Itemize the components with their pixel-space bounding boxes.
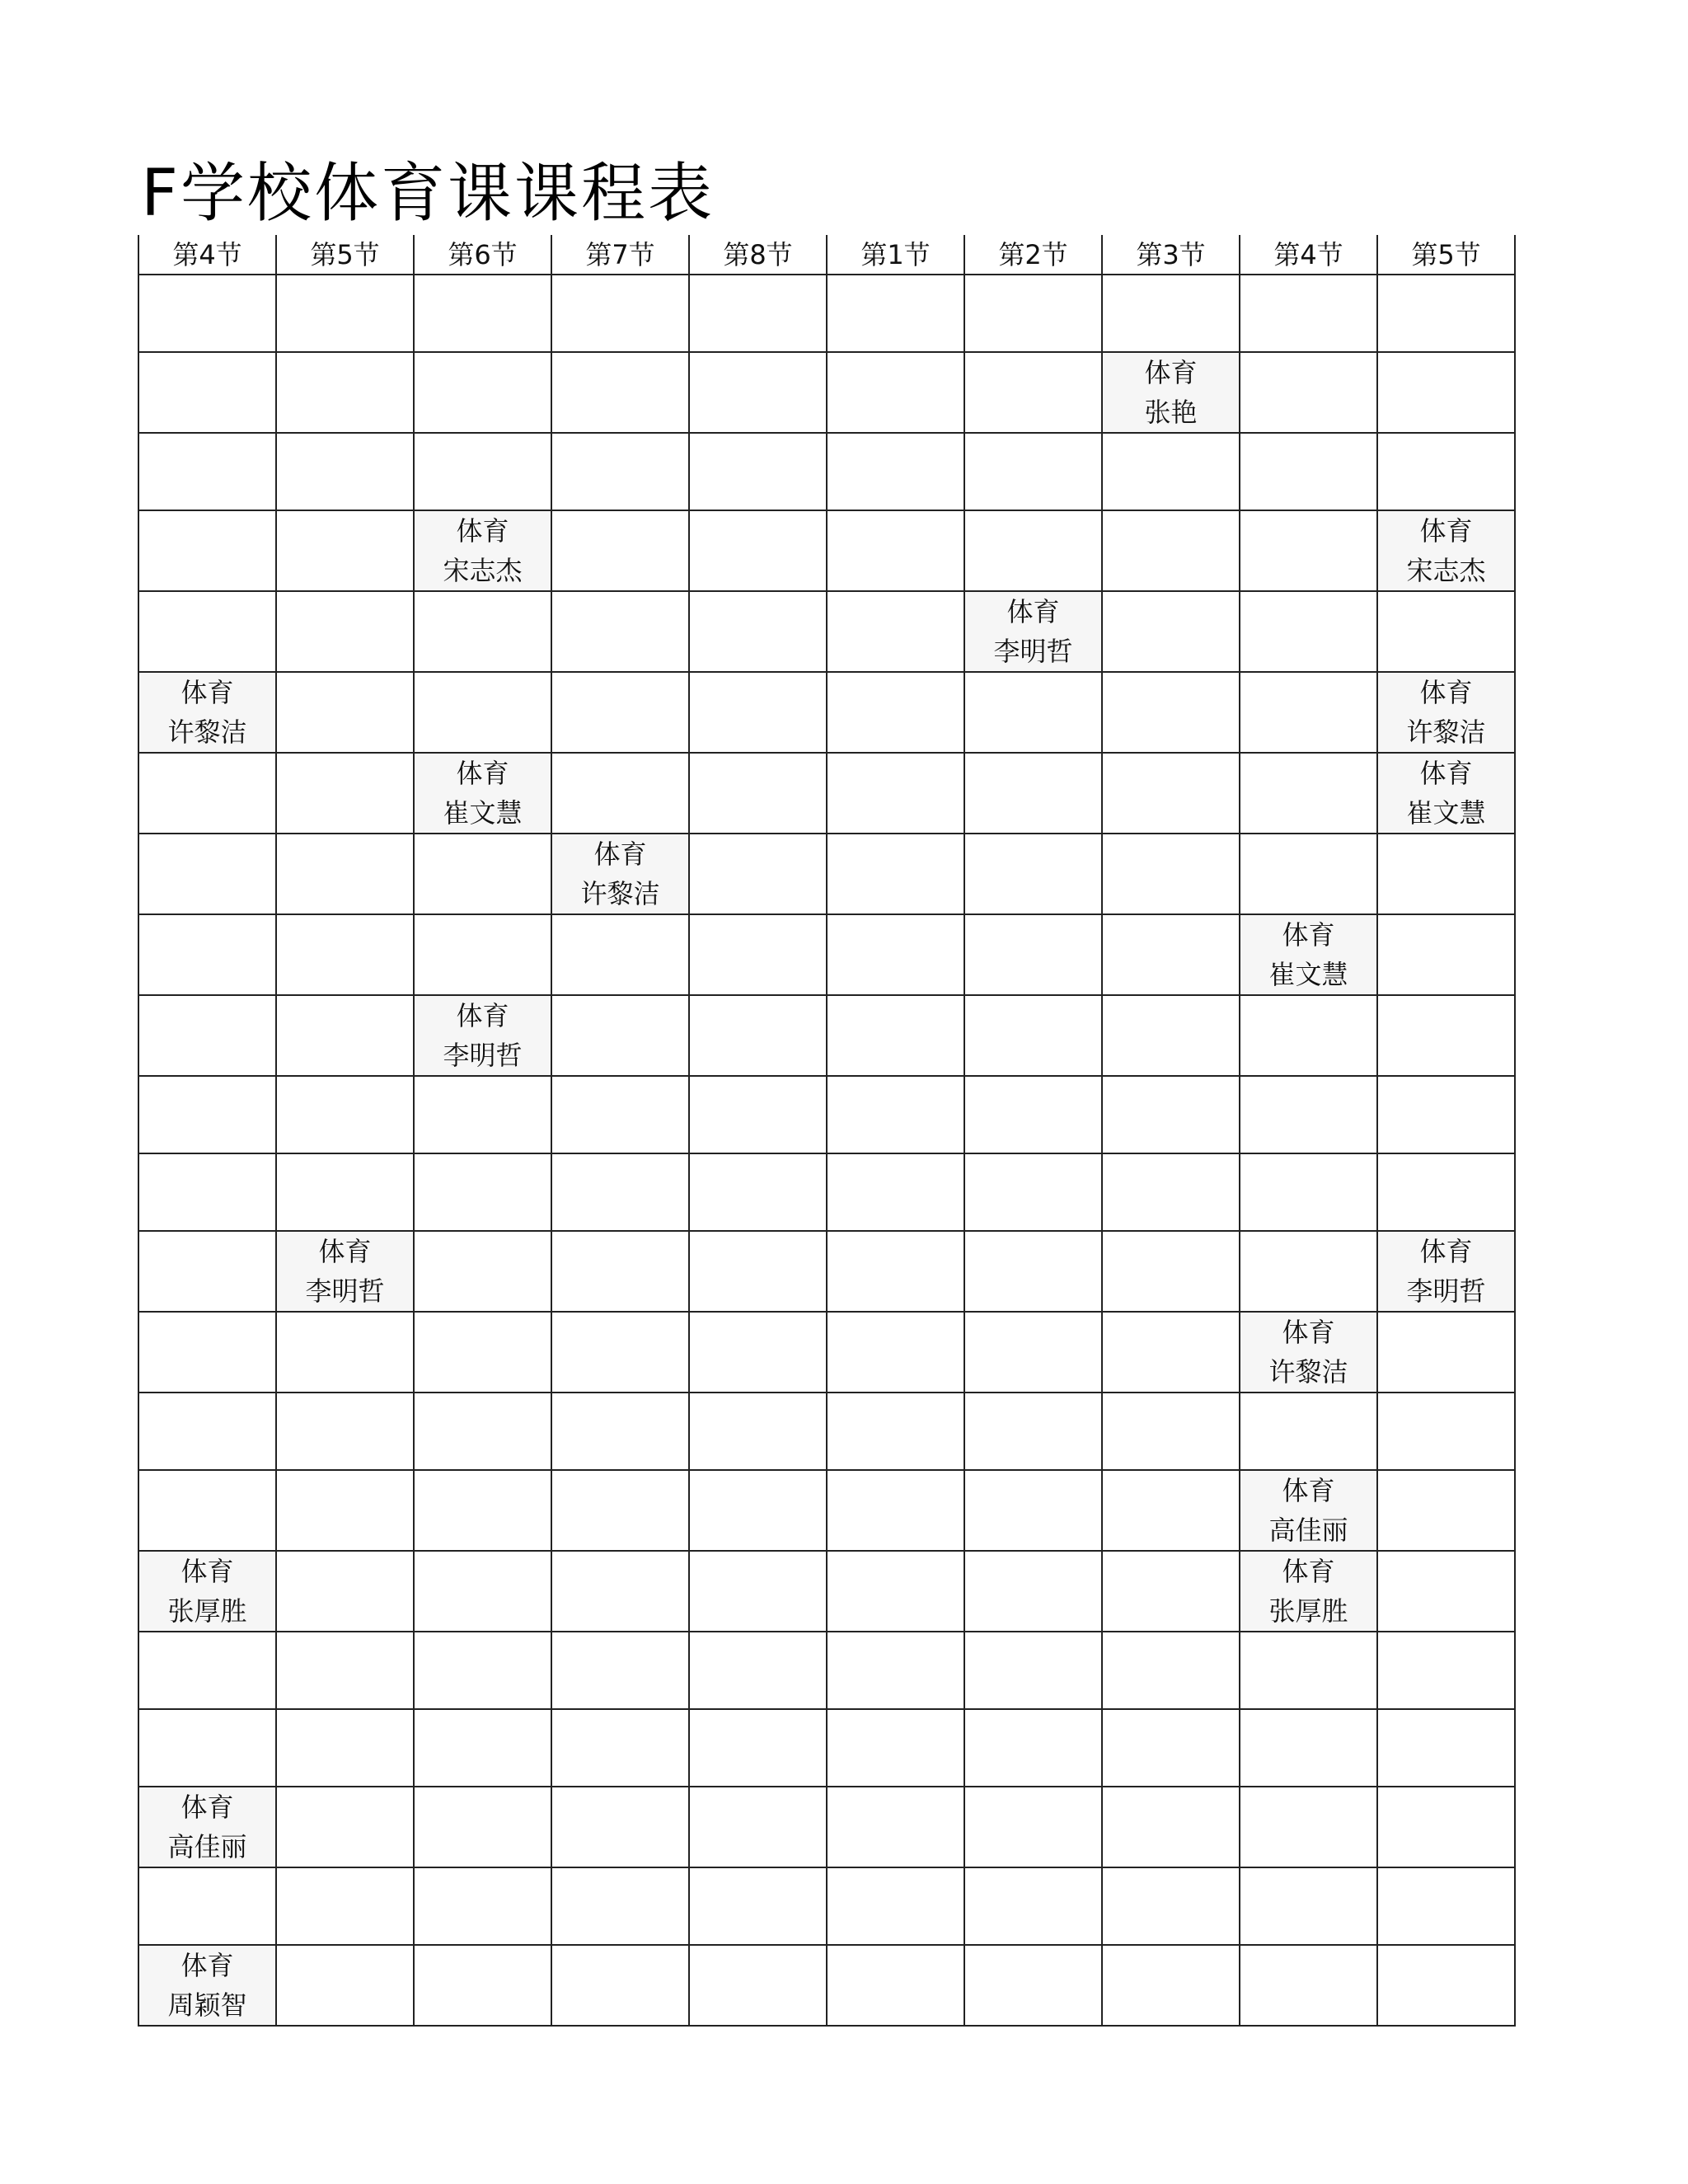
cell-teacher: 许黎洁 bbox=[167, 716, 247, 748]
cell-subject: 体育 bbox=[1282, 919, 1335, 951]
cell-subject: 体育 bbox=[456, 1000, 509, 1031]
schedule-cell[interactable] bbox=[551, 1231, 689, 1312]
schedule-cell[interactable] bbox=[138, 914, 276, 995]
cell-teacher: 崔文慧 bbox=[443, 797, 523, 829]
schedule-cell[interactable] bbox=[964, 1945, 1102, 2026]
schedule-cell[interactable] bbox=[827, 591, 964, 672]
schedule-cell[interactable] bbox=[276, 1312, 414, 1393]
schedule-cell[interactable] bbox=[827, 1076, 964, 1153]
schedule-cell[interactable] bbox=[551, 510, 689, 591]
schedule-cell[interactable] bbox=[1102, 1551, 1240, 1632]
schedule-cell[interactable] bbox=[1377, 352, 1515, 433]
table-row bbox=[138, 834, 1515, 914]
schedule-cell[interactable] bbox=[414, 1076, 551, 1153]
schedule-cell[interactable] bbox=[276, 995, 414, 1076]
cell-teacher: 许黎洁 bbox=[580, 878, 660, 909]
schedule-cell[interactable] bbox=[1377, 672, 1515, 753]
schedule-cell[interactable] bbox=[964, 995, 1102, 1076]
schedule-cell[interactable] bbox=[1102, 1393, 1240, 1470]
schedule-cell[interactable] bbox=[138, 1470, 276, 1551]
cell-subject: 体育 bbox=[1144, 357, 1198, 388]
cell-subject: 体育 bbox=[181, 677, 234, 708]
table-row bbox=[138, 1945, 1515, 2026]
schedule-cell[interactable] bbox=[1102, 1231, 1240, 1312]
table-row bbox=[138, 510, 1515, 591]
schedule-cell[interactable] bbox=[1102, 1709, 1240, 1787]
schedule-cell[interactable] bbox=[689, 1709, 827, 1787]
schedule-cell[interactable] bbox=[276, 433, 414, 510]
schedule-cell[interactable] bbox=[551, 1312, 689, 1393]
schedule-cell[interactable] bbox=[1102, 1470, 1240, 1551]
schedule-cell[interactable] bbox=[689, 1945, 827, 2026]
schedule-cell[interactable] bbox=[138, 672, 276, 753]
schedule-cell[interactable] bbox=[827, 352, 964, 433]
cell-teacher: 许黎洁 bbox=[1268, 1356, 1348, 1388]
schedule-cell[interactable] bbox=[827, 433, 964, 510]
schedule-cell[interactable] bbox=[551, 352, 689, 433]
schedule-cell[interactable] bbox=[1102, 1632, 1240, 1709]
schedule-cell[interactable] bbox=[1240, 1632, 1377, 1709]
cell-subject: 体育 bbox=[456, 758, 509, 789]
schedule-cell[interactable] bbox=[689, 510, 827, 591]
schedule-header bbox=[138, 235, 1515, 275]
cell-teacher: 李明哲 bbox=[1406, 1275, 1486, 1307]
schedule-cell[interactable] bbox=[276, 914, 414, 995]
schedule-cell[interactable] bbox=[964, 834, 1102, 914]
schedule-cell[interactable] bbox=[689, 591, 827, 672]
schedule-cell[interactable] bbox=[138, 352, 276, 433]
schedule-cell[interactable] bbox=[1377, 1470, 1515, 1551]
cell-subject: 体育 bbox=[1419, 1236, 1473, 1267]
cell-subject: 体育 bbox=[1282, 1475, 1335, 1506]
schedule-cell[interactable] bbox=[276, 1231, 414, 1312]
schedule-cell[interactable] bbox=[1240, 1551, 1377, 1632]
schedule-cell[interactable] bbox=[551, 1393, 689, 1470]
schedule-cell[interactable] bbox=[551, 1153, 689, 1231]
schedule-cell[interactable] bbox=[276, 1393, 414, 1470]
schedule-cell[interactable] bbox=[827, 914, 964, 995]
schedule-cell[interactable] bbox=[1377, 1393, 1515, 1470]
schedule-cell[interactable] bbox=[1377, 914, 1515, 995]
column-header: 第2节 bbox=[964, 235, 1102, 275]
schedule-cell[interactable] bbox=[551, 1551, 689, 1632]
table-row bbox=[138, 753, 1515, 834]
table-row bbox=[138, 1709, 1515, 1787]
table-row bbox=[138, 1231, 1515, 1312]
schedule-cell[interactable] bbox=[1102, 1867, 1240, 1945]
schedule-cell[interactable] bbox=[414, 1312, 551, 1393]
schedule-cell[interactable] bbox=[689, 1312, 827, 1393]
schedule-cell[interactable] bbox=[551, 914, 689, 995]
schedule-cell[interactable] bbox=[964, 275, 1102, 352]
schedule-cell[interactable] bbox=[1240, 275, 1377, 352]
schedule-cell[interactable] bbox=[551, 1945, 689, 2026]
schedule-cell[interactable] bbox=[1240, 753, 1377, 834]
schedule-cell[interactable] bbox=[138, 1709, 276, 1787]
schedule-cell[interactable] bbox=[1240, 1945, 1377, 2026]
schedule-cell[interactable] bbox=[1377, 1153, 1515, 1231]
cell-teacher: 张艳 bbox=[1144, 397, 1198, 428]
schedule-cell[interactable] bbox=[414, 433, 551, 510]
schedule-cell[interactable] bbox=[827, 1231, 964, 1312]
column-header: 第4节 bbox=[138, 235, 276, 275]
schedule-cell[interactable] bbox=[1240, 1867, 1377, 1945]
cell-subject: 体育 bbox=[1419, 677, 1473, 708]
schedule-cell[interactable] bbox=[964, 914, 1102, 995]
schedule-cell[interactable] bbox=[551, 995, 689, 1076]
schedule-cell[interactable] bbox=[1102, 834, 1240, 914]
schedule-cell[interactable] bbox=[827, 1632, 964, 1709]
schedule-cell[interactable] bbox=[414, 1945, 551, 2026]
schedule-cell[interactable] bbox=[1102, 753, 1240, 834]
schedule-cell[interactable] bbox=[414, 834, 551, 914]
schedule-cell[interactable] bbox=[1240, 591, 1377, 672]
schedule-cell[interactable] bbox=[551, 1076, 689, 1153]
schedule-cell[interactable] bbox=[1240, 1153, 1377, 1231]
schedule-cell[interactable] bbox=[1240, 1393, 1377, 1470]
table-row bbox=[138, 591, 1515, 672]
schedule-cell[interactable] bbox=[1102, 510, 1240, 591]
schedule-cell[interactable] bbox=[689, 1470, 827, 1551]
schedule-cell[interactable] bbox=[827, 1153, 964, 1231]
schedule-cell[interactable] bbox=[138, 995, 276, 1076]
schedule-cell[interactable] bbox=[551, 1867, 689, 1945]
schedule-cell[interactable] bbox=[1377, 510, 1515, 591]
page-title: F学校体育课课程表 bbox=[141, 157, 715, 231]
schedule-cell[interactable] bbox=[1377, 1709, 1515, 1787]
schedule-cell[interactable] bbox=[1240, 510, 1377, 591]
schedule-cell[interactable] bbox=[1377, 1867, 1515, 1945]
schedule-cell[interactable] bbox=[964, 1867, 1102, 1945]
schedule-cell[interactable] bbox=[1240, 352, 1377, 433]
schedule-cell[interactable] bbox=[827, 510, 964, 591]
column-header: 第7节 bbox=[551, 235, 689, 275]
schedule-cell[interactable] bbox=[276, 753, 414, 834]
schedule-cell[interactable] bbox=[827, 1393, 964, 1470]
schedule-cell[interactable] bbox=[276, 1632, 414, 1709]
schedule-cell[interactable] bbox=[964, 753, 1102, 834]
schedule-cell[interactable] bbox=[689, 995, 827, 1076]
schedule-cell[interactable] bbox=[689, 1551, 827, 1632]
schedule-cell[interactable] bbox=[551, 591, 689, 672]
schedule-cell[interactable] bbox=[689, 753, 827, 834]
schedule-cell[interactable] bbox=[276, 510, 414, 591]
schedule-cell[interactable] bbox=[1102, 433, 1240, 510]
cell-subject: 体育 bbox=[1419, 515, 1473, 547]
schedule-cell[interactable] bbox=[276, 672, 414, 753]
schedule-cell[interactable] bbox=[1240, 834, 1377, 914]
schedule-cell[interactable] bbox=[276, 591, 414, 672]
schedule-cell[interactable] bbox=[964, 1787, 1102, 1867]
schedule-cell[interactable] bbox=[138, 510, 276, 591]
schedule-cell[interactable] bbox=[689, 1632, 827, 1709]
schedule-cell[interactable] bbox=[1240, 1312, 1377, 1393]
cell-teacher: 崔文慧 bbox=[1268, 959, 1348, 990]
schedule-cell[interactable] bbox=[551, 672, 689, 753]
schedule-cell[interactable] bbox=[964, 1153, 1102, 1231]
schedule-cell[interactable] bbox=[964, 1312, 1102, 1393]
schedule-cell[interactable] bbox=[827, 1787, 964, 1867]
column-header: 第5节 bbox=[276, 235, 414, 275]
cell-subject: 体育 bbox=[1282, 1556, 1335, 1587]
schedule-cell[interactable] bbox=[1240, 672, 1377, 753]
cell-subject: 体育 bbox=[1006, 596, 1060, 627]
schedule-cell[interactable] bbox=[689, 275, 827, 352]
cell-teacher: 李明哲 bbox=[993, 636, 1073, 667]
schedule-cell[interactable] bbox=[827, 995, 964, 1076]
schedule-cell[interactable] bbox=[276, 1153, 414, 1231]
schedule-cell[interactable] bbox=[551, 433, 689, 510]
table-row bbox=[138, 914, 1515, 995]
table-row bbox=[138, 1076, 1515, 1153]
header-row bbox=[138, 235, 1515, 275]
schedule-cell[interactable] bbox=[414, 1393, 551, 1470]
schedule-cell[interactable] bbox=[414, 275, 551, 352]
schedule-cell[interactable] bbox=[964, 352, 1102, 433]
schedule-cell[interactable] bbox=[1240, 914, 1377, 995]
schedule-cell[interactable] bbox=[689, 834, 827, 914]
table-row bbox=[138, 1153, 1515, 1231]
cell-teacher: 李明哲 bbox=[305, 1275, 385, 1307]
schedule-cell[interactable] bbox=[138, 753, 276, 834]
schedule-cell[interactable] bbox=[1377, 1632, 1515, 1709]
schedule-cell[interactable] bbox=[276, 1709, 414, 1787]
schedule-cell[interactable] bbox=[1102, 1153, 1240, 1231]
schedule-cell[interactable] bbox=[276, 352, 414, 433]
cell-subject: 体育 bbox=[318, 1236, 372, 1267]
schedule-cell[interactable] bbox=[827, 1709, 964, 1787]
schedule-cell[interactable] bbox=[276, 1551, 414, 1632]
cell-teacher: 宋志杰 bbox=[443, 555, 523, 586]
schedule-cell[interactable] bbox=[689, 352, 827, 433]
schedule-cell[interactable] bbox=[414, 1551, 551, 1632]
cell-teacher: 高佳丽 bbox=[1268, 1515, 1348, 1546]
schedule-cell[interactable] bbox=[138, 433, 276, 510]
schedule-cell[interactable] bbox=[138, 1231, 276, 1312]
schedule-cell[interactable] bbox=[1377, 1551, 1515, 1632]
schedule-cell[interactable] bbox=[827, 1551, 964, 1632]
schedule-cell[interactable] bbox=[689, 1076, 827, 1153]
schedule-cell[interactable] bbox=[551, 834, 689, 914]
table-row bbox=[138, 1551, 1515, 1632]
cell-subject: 体育 bbox=[181, 1556, 234, 1587]
table-row bbox=[138, 1312, 1515, 1393]
schedule-cell[interactable] bbox=[1377, 1312, 1515, 1393]
table-row bbox=[138, 275, 1515, 352]
page-title-container bbox=[138, 148, 715, 239]
schedule-cell[interactable] bbox=[827, 753, 964, 834]
schedule-cell[interactable] bbox=[1377, 834, 1515, 914]
schedule-cell[interactable] bbox=[414, 914, 551, 995]
cell-subject: 体育 bbox=[1419, 758, 1473, 789]
schedule-cell[interactable] bbox=[138, 1312, 276, 1393]
schedule-cell[interactable] bbox=[1240, 1787, 1377, 1867]
schedule-cell[interactable] bbox=[1377, 1787, 1515, 1867]
schedule-cell[interactable] bbox=[689, 914, 827, 995]
schedule-cell[interactable] bbox=[1240, 1709, 1377, 1787]
schedule-cell[interactable] bbox=[138, 1153, 276, 1231]
column-header: 第5节 bbox=[1377, 235, 1515, 275]
schedule-cell[interactable] bbox=[276, 1470, 414, 1551]
schedule-cell[interactable] bbox=[138, 1632, 276, 1709]
schedule-cell[interactable] bbox=[1240, 1470, 1377, 1551]
schedule-cell[interactable] bbox=[1240, 995, 1377, 1076]
schedule-cell[interactable] bbox=[414, 510, 551, 591]
schedule-cell[interactable] bbox=[1377, 753, 1515, 834]
cell-subject: 体育 bbox=[181, 1950, 234, 1981]
schedule-cell[interactable] bbox=[827, 834, 964, 914]
schedule-cell[interactable] bbox=[1377, 275, 1515, 352]
schedule-cell[interactable] bbox=[138, 1551, 276, 1632]
schedule-cell[interactable] bbox=[1240, 433, 1377, 510]
schedule-cell[interactable] bbox=[276, 1867, 414, 1945]
schedule-cell[interactable] bbox=[1377, 1945, 1515, 2026]
schedule-cell[interactable] bbox=[689, 1153, 827, 1231]
schedule-cell[interactable] bbox=[551, 1470, 689, 1551]
schedule-cell[interactable] bbox=[1102, 1787, 1240, 1867]
schedule-cell[interactable] bbox=[551, 1632, 689, 1709]
cell-teacher: 李明哲 bbox=[443, 1040, 523, 1071]
schedule-cell[interactable] bbox=[276, 834, 414, 914]
column-header: 第6节 bbox=[414, 235, 551, 275]
schedule-cell[interactable] bbox=[827, 1470, 964, 1551]
schedule-cell[interactable] bbox=[1102, 352, 1240, 433]
schedule-cell[interactable] bbox=[414, 753, 551, 834]
schedule-cell[interactable] bbox=[1102, 914, 1240, 995]
schedule-cell[interactable] bbox=[964, 510, 1102, 591]
column-header: 第1节 bbox=[827, 235, 964, 275]
schedule-cell[interactable] bbox=[138, 591, 276, 672]
schedule-cell[interactable] bbox=[964, 1076, 1102, 1153]
schedule-cell[interactable] bbox=[138, 1787, 276, 1867]
schedule-cell[interactable] bbox=[551, 1709, 689, 1787]
schedule-cell[interactable] bbox=[551, 1787, 689, 1867]
schedule-cell[interactable] bbox=[138, 1076, 276, 1153]
table-row bbox=[138, 672, 1515, 753]
table-row bbox=[138, 1470, 1515, 1551]
schedule-cell[interactable] bbox=[964, 1470, 1102, 1551]
schedule-cell[interactable] bbox=[414, 1470, 551, 1551]
schedule-cell[interactable] bbox=[414, 591, 551, 672]
schedule-cell[interactable] bbox=[1102, 1076, 1240, 1153]
table-row bbox=[138, 352, 1515, 433]
schedule-cell[interactable] bbox=[1240, 1231, 1377, 1312]
schedule-cell[interactable] bbox=[138, 1867, 276, 1945]
schedule-cell[interactable] bbox=[1377, 433, 1515, 510]
schedule-cell[interactable] bbox=[1102, 591, 1240, 672]
table-row bbox=[138, 995, 1515, 1076]
cell-subject: 体育 bbox=[1282, 1317, 1335, 1348]
schedule-cell[interactable] bbox=[414, 672, 551, 753]
schedule-cell[interactable] bbox=[964, 672, 1102, 753]
cell-teacher: 许黎洁 bbox=[1406, 716, 1486, 748]
schedule-cell[interactable] bbox=[689, 1867, 827, 1945]
schedule-cell[interactable] bbox=[1102, 275, 1240, 352]
schedule-cell[interactable] bbox=[276, 1945, 414, 2026]
schedule-cell[interactable] bbox=[414, 1632, 551, 1709]
schedule-cell[interactable] bbox=[689, 1787, 827, 1867]
schedule-cell[interactable] bbox=[964, 1709, 1102, 1787]
schedule-cell[interactable] bbox=[827, 1945, 964, 2026]
cell-teacher: 宋志杰 bbox=[1406, 555, 1486, 586]
cell-subject: 体育 bbox=[181, 1792, 234, 1823]
schedule-cell[interactable] bbox=[414, 995, 551, 1076]
schedule-cell[interactable] bbox=[1102, 1945, 1240, 2026]
table-row bbox=[138, 1632, 1515, 1709]
schedule-cell[interactable] bbox=[414, 1231, 551, 1312]
schedule-table bbox=[138, 235, 1516, 2027]
schedule-cell[interactable] bbox=[414, 1867, 551, 1945]
column-header: 第8节 bbox=[689, 235, 827, 275]
schedule-cell[interactable] bbox=[276, 1787, 414, 1867]
schedule-cell[interactable] bbox=[276, 1076, 414, 1153]
table-row bbox=[138, 1393, 1515, 1470]
cell-teacher: 张厚胜 bbox=[167, 1595, 247, 1627]
schedule-cell[interactable] bbox=[964, 1551, 1102, 1632]
schedule-cell[interactable] bbox=[138, 1945, 276, 2026]
schedule-cell[interactable] bbox=[414, 1709, 551, 1787]
table-row bbox=[138, 1787, 1515, 1867]
schedule-cell[interactable] bbox=[1377, 1231, 1515, 1312]
schedule-cell[interactable] bbox=[414, 352, 551, 433]
schedule-cell[interactable] bbox=[964, 433, 1102, 510]
schedule-cell[interactable] bbox=[138, 275, 276, 352]
table-row bbox=[138, 433, 1515, 510]
schedule-cell[interactable] bbox=[138, 834, 276, 914]
schedule-cell[interactable] bbox=[689, 1393, 827, 1470]
schedule-cell[interactable] bbox=[964, 1632, 1102, 1709]
schedule-body bbox=[138, 275, 1515, 2026]
schedule-cell[interactable] bbox=[414, 1787, 551, 1867]
schedule-cell[interactable] bbox=[964, 1393, 1102, 1470]
cell-teacher: 崔文慧 bbox=[1406, 797, 1486, 829]
schedule-cell[interactable] bbox=[414, 1153, 551, 1231]
schedule-cell[interactable] bbox=[1102, 672, 1240, 753]
schedule-cell[interactable] bbox=[964, 1231, 1102, 1312]
schedule-cell[interactable] bbox=[827, 672, 964, 753]
cell-subject: 体育 bbox=[456, 515, 509, 547]
schedule-cell[interactable] bbox=[689, 672, 827, 753]
table-row bbox=[138, 1867, 1515, 1945]
schedule-cell[interactable] bbox=[1240, 1076, 1377, 1153]
schedule-cell[interactable] bbox=[827, 275, 964, 352]
column-header: 第4节 bbox=[1240, 235, 1377, 275]
schedule-cell[interactable] bbox=[1377, 995, 1515, 1076]
schedule-cell[interactable] bbox=[551, 275, 689, 352]
cell-teacher: 高佳丽 bbox=[167, 1831, 247, 1862]
column-header: 第3节 bbox=[1102, 235, 1240, 275]
schedule-cell[interactable] bbox=[1102, 995, 1240, 1076]
schedule-cell[interactable] bbox=[964, 591, 1102, 672]
schedule-cell[interactable] bbox=[551, 753, 689, 834]
schedule-cell[interactable] bbox=[827, 1867, 964, 1945]
schedule-cell[interactable] bbox=[1377, 591, 1515, 672]
cell-subject: 体育 bbox=[593, 838, 647, 870]
schedule-cell[interactable] bbox=[689, 1231, 827, 1312]
schedule-cell[interactable] bbox=[1102, 1312, 1240, 1393]
schedule-cell[interactable] bbox=[827, 1312, 964, 1393]
schedule-cell[interactable] bbox=[138, 1393, 276, 1470]
schedule-cell[interactable] bbox=[276, 275, 414, 352]
cell-teacher: 周颖智 bbox=[167, 1989, 247, 2021]
schedule-cell[interactable] bbox=[1377, 1076, 1515, 1153]
schedule-cell[interactable] bbox=[689, 433, 827, 510]
cell-teacher: 张厚胜 bbox=[1268, 1595, 1348, 1627]
